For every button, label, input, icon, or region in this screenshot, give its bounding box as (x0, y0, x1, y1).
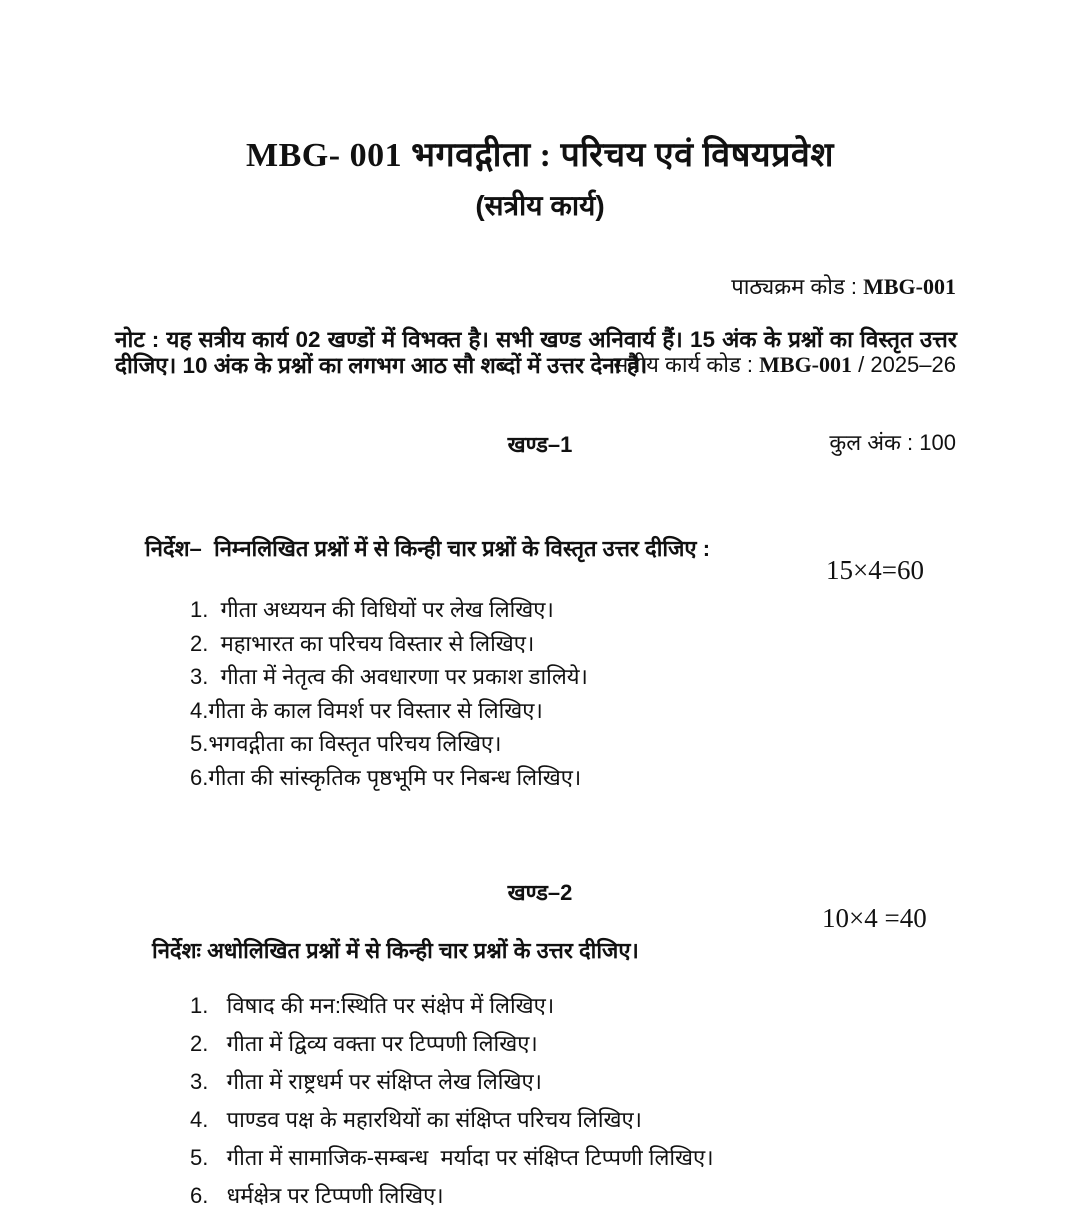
section-1-questions (190, 593, 588, 794)
page-subtitle: (सत्रीय कार्य) (475, 190, 605, 221)
question-item: 4.गीता के काल विमर्श पर विस्तार से लिखिए। (190, 697, 543, 723)
section-1-marks: 15×4=60 (826, 555, 924, 585)
section-2-heading: खण्ड–2 (507, 880, 573, 905)
question-item: 4. पाण्डव पक्ष के महारथियों का संक्षिप्त परिचय लिखिए। (190, 1107, 643, 1132)
assignment-code-session: / 2025–26 (852, 352, 956, 377)
total-marks-value: 100 (919, 430, 956, 455)
page-title: MBG- 001 भगवद्गीता : परिचय एवं विषयप्रवेश (246, 137, 834, 174)
course-code-label: पाठ्यक्रम कोड : (731, 274, 864, 299)
question-item: 2. महाभारत का परिचय विस्तार से लिखिए। (190, 630, 535, 656)
question-item: 2. गीता में द्विव्य वक्ता पर टिप्पणी लिखिए। (190, 1031, 538, 1056)
section-2-marks: 10×4 =40 (822, 903, 927, 933)
note-paragraph: नोट : यह सत्रीय कार्य 02 खण्डों में विभक्त है। सभी खण्ड अनिवार्य हैं। 15 अंक के प्रश्नों का विस्तृत उत्तर दीजिए। 10 अंक के प्रश्नों का लगभग आठ सौ शब्दों में उत्तर देना है। (115, 327, 957, 378)
question-item: 6. धर्मक्षेत्र पर टिप्पणी लिखिए। (190, 1183, 444, 1208)
question-item: 5. गीता में सामाजिक-सम्बन्ध मर्यादा पर संक्षिप्त टिप्पणी लिखिए। (190, 1145, 714, 1170)
section-2-questions (190, 987, 714, 1215)
total-marks-label: कुल अंक : (829, 430, 920, 455)
question-item: 3. गीता में राष्ट्रधर्म पर संक्षिप्त लेख लिखिए। (190, 1069, 542, 1094)
course-code-line (613, 274, 956, 300)
question-item: 1. गीता अध्ययन की विधियों पर लेख लिखिए। (190, 597, 554, 622)
question-item: 3. गीता में नेतृत्व की अवधारणा पर प्रकाश डालिये। (190, 664, 588, 689)
section-1-instruction: निर्देश– निम्नलिखित प्रश्नों में से किन्ही चार प्रश्नों के विस्तृत उत्तर दीजिए : (145, 536, 711, 561)
section-2-instruction: निर्देशः अधोलिखित प्रश्नों में से किन्ही चार प्रश्नों के उत्तर दीजिए। (152, 938, 639, 963)
question-item: 5.भगवद्गीता का विस्तृत परिचय लिखिए। (190, 731, 502, 756)
course-code-value: MBG-001 (863, 274, 956, 299)
assignment-code-label: सत्रीय कार्य कोड : (613, 352, 760, 377)
question-item: 1. विषाद की मन:स्थिति पर संक्षेप में लिखिए। (190, 993, 555, 1018)
section-1-heading: खण्ड–1 (507, 432, 573, 457)
question-item: 6.गीता की सांस्कृतिक पृष्ठभूमि पर निबन्ध लिखिए। (190, 764, 582, 790)
assignment-code-value: MBG-001 (759, 352, 853, 377)
